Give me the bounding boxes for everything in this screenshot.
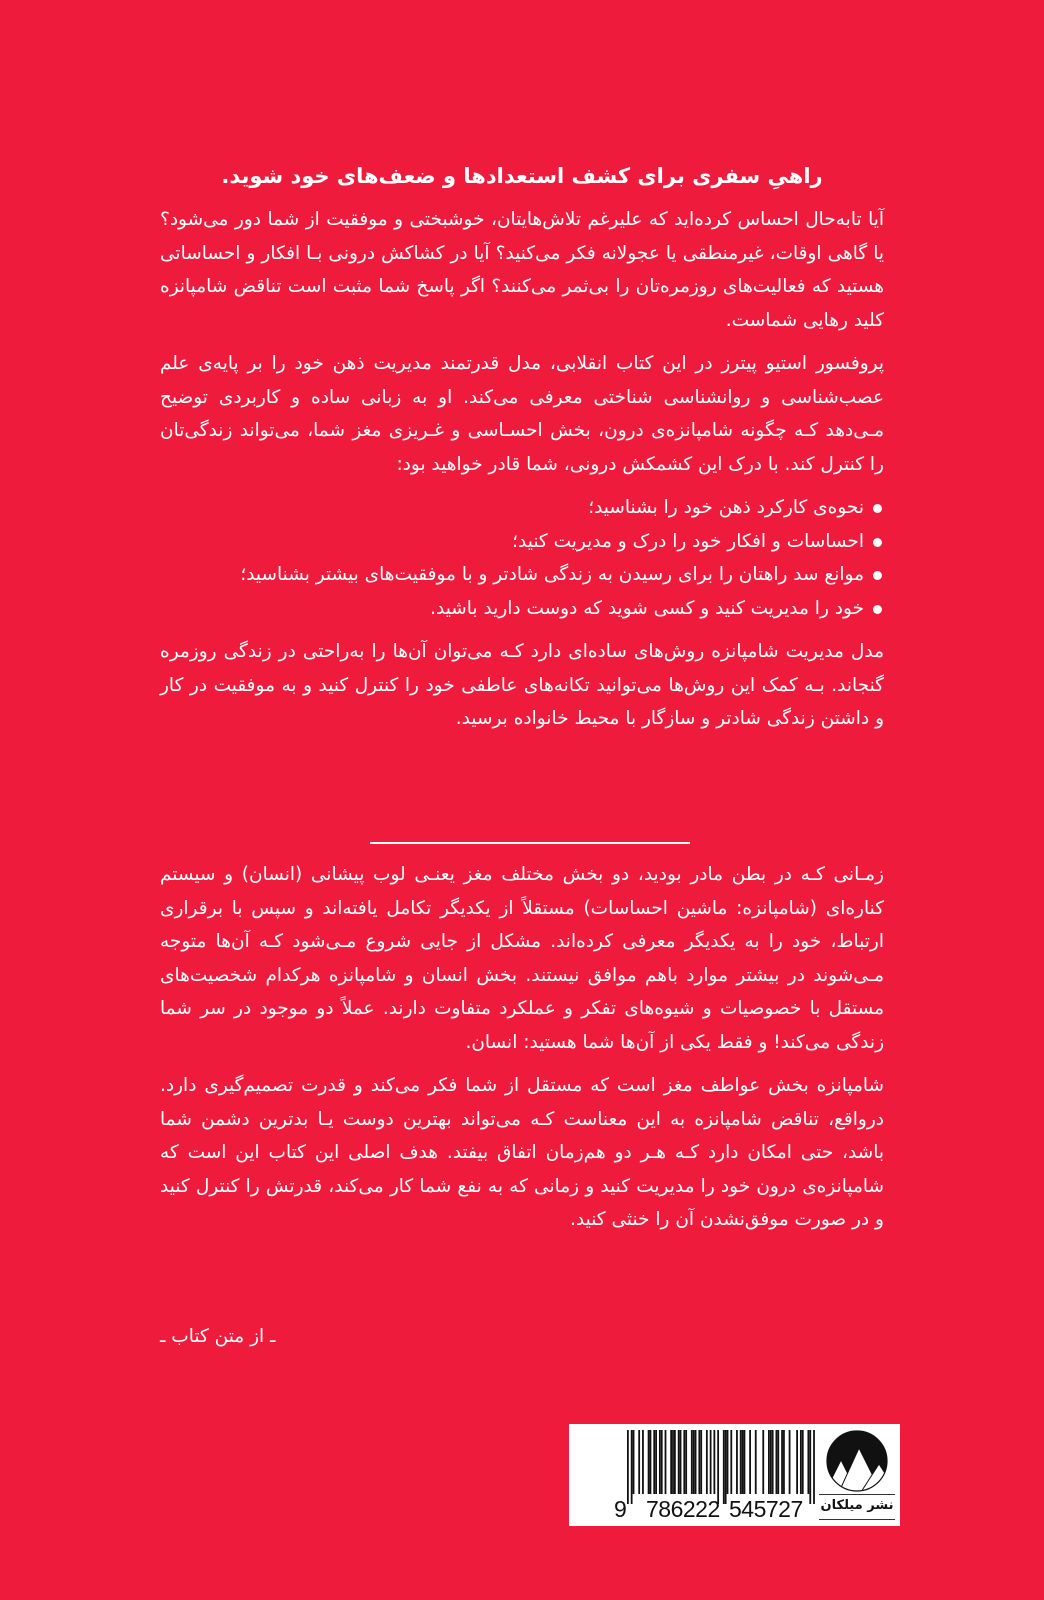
barcode-bar bbox=[655, 1430, 657, 1494]
barcode-bar bbox=[700, 1430, 702, 1494]
barcode-bar bbox=[627, 1430, 629, 1504]
barcode-bar bbox=[683, 1430, 685, 1494]
isbn-barcode-box bbox=[569, 1424, 900, 1526]
barcode-bar bbox=[706, 1430, 708, 1494]
headline: راهیِ سفری برای کشف استعدادها و ضعف‌های خود شوید. bbox=[221, 164, 823, 188]
barcode-bar bbox=[670, 1430, 672, 1494]
barcode-bar bbox=[691, 1430, 693, 1494]
barcode-bar bbox=[770, 1430, 772, 1494]
bullet-icon bbox=[873, 605, 882, 614]
barcode-bar bbox=[633, 1430, 635, 1494]
list-item bbox=[160, 592, 884, 626]
intro-paragraph: آیا تابه‌حال احساس کرده‌اید که علیرغم تلاش‌هایتان، خوشبختی و موفقیت از شما دور می‌شود؟ یا گاهی اوقات، غیرمنطقی یا عجولانه فکر می‌کنید؟ آیا در کشاکش درونی بـا افکار و احساساتی هستید که فعالیت‌های روزمره‌تان را بی‌ثمر می‌کنند؟ اگر پاسخ شما مثبت است تناقض شامپانزه کلید رهایی شماست. bbox=[160, 209, 884, 331]
bullet-icon bbox=[873, 571, 882, 580]
barcode-bar bbox=[672, 1430, 674, 1494]
bullet-icon bbox=[873, 504, 882, 513]
barcode-bar bbox=[638, 1430, 640, 1494]
barcode-bar bbox=[755, 1430, 757, 1494]
barcode-bar bbox=[742, 1430, 744, 1494]
barcode-bar bbox=[642, 1430, 644, 1494]
list-item-text: خود را مدیریت کنید و کسی شوید که دوست دارید باشید. bbox=[430, 597, 864, 619]
barcode-bar bbox=[772, 1430, 774, 1494]
barcode-bar bbox=[698, 1430, 700, 1494]
barcode-bar bbox=[781, 1430, 783, 1494]
barcode-bar bbox=[674, 1430, 676, 1494]
barcode-bar bbox=[717, 1430, 719, 1504]
barcode-bar bbox=[727, 1430, 729, 1494]
barcode-bar bbox=[650, 1430, 652, 1494]
barcode-bar bbox=[802, 1430, 804, 1494]
barcode-bar bbox=[710, 1430, 712, 1494]
section-1 bbox=[160, 203, 884, 746]
barcode-bar bbox=[807, 1430, 809, 1494]
barcode-bar bbox=[680, 1430, 682, 1494]
isbn-group-1: 786222 bbox=[646, 1496, 720, 1522]
list-item bbox=[160, 525, 884, 559]
mountains-circle-icon bbox=[821, 1430, 893, 1492]
list-item bbox=[160, 491, 884, 525]
method-paragraph: مدل مدیریت شامپانزه روش‌های ساده‌ای دارد کـه می‌توان آن‌ها را به‌راحتی در زندگی روزمره گنجاند. بـه کمک این روش‌ها می‌توانید تکانه‌های عاطفی خود را کنترل کنید و به موفقیت در کار و داشتن زندگی شادتر و سازگار با محیط خانواده برسید. bbox=[160, 641, 884, 729]
excerpt-paragraph-2: شامپانزه بخش عواطف مغز است که مستقل از شما فکر می‌کند و قدرت تصمیم‌گیری دارد. درواقع، تناقض شامپانزه به این معناست کـه می‌تواند بهترین دوست یـا بدترین دشمن شما باشد، حتی امکان دارد کـه هـر دو هم‌زمان اتفاق بیفتد. هدف اصلی این کتاب این است که شامپانزه‌ی درون خود را مدیریت کنید و زمانی که به نفع شما کار می‌کند، قدرتش را کنترل کنید و در صورت موفق‌نشدن آن را خنثی کنید. bbox=[160, 1075, 884, 1230]
barcode-bar bbox=[777, 1430, 779, 1494]
barcode-bar bbox=[653, 1430, 655, 1494]
barcode-bar bbox=[713, 1430, 715, 1494]
excerpt-paragraph-1: زمـانی کـه در بطن مادر بودید، دو بخش مختلف مغز یعنـی لوب پیشانی (انسان) و سیستم کناره‌ای (شامپانزه: ماشین احساسات) مستقلاً از یکدیگر تکامل یافته‌اند و سپس با برقراری ارتباط، خود را به یکدیگر معرفی کرده‌اند. مشکل از جایی شروع مـی‌شود کـه آن‌ها متوجه مـی‌شوند در بیشتر موارد باهم موافق نیستند. بخش انسان و شامپانزه هرکدام شخصیت‌های مستقل با خصوصیات و شیوه‌های تفکر و عملکرد متفاوت دارند. عملاً دو موجود در سر شما زندگی می‌کند! و فقط یکی از آن‌ها شما هستید: انسان. bbox=[160, 864, 884, 1053]
barcode-bar bbox=[762, 1430, 764, 1494]
barcode-bar bbox=[659, 1430, 661, 1494]
barcode-bar bbox=[749, 1430, 751, 1494]
barcode-bar bbox=[789, 1430, 791, 1494]
barcode-bar bbox=[661, 1430, 663, 1494]
section-2 bbox=[160, 858, 884, 1247]
benefits-list bbox=[160, 491, 884, 625]
barcode-bar bbox=[800, 1430, 802, 1494]
barcode-bar bbox=[776, 1430, 778, 1494]
list-item-text: نحوه‌ی کارکرد ذهن خود را بشناسید؛ bbox=[588, 497, 864, 518]
bullet-icon bbox=[873, 538, 882, 547]
barcode-bar bbox=[768, 1430, 770, 1494]
barcode-bar bbox=[796, 1430, 798, 1494]
barcode bbox=[627, 1430, 815, 1504]
barcode-bar bbox=[744, 1430, 746, 1494]
barcode-bar bbox=[783, 1430, 785, 1494]
barcode-bar bbox=[730, 1430, 732, 1494]
barcode-bar bbox=[648, 1430, 650, 1494]
barcode-bar bbox=[665, 1430, 667, 1494]
barcode-bar bbox=[695, 1430, 697, 1494]
list-item-text: موانع سد راهتان را برای رسیدن به زندگی شادتر و با موفقیت‌های بیشتر بشناسید؛ bbox=[240, 564, 864, 585]
isbn-lead-digit: 9 bbox=[614, 1496, 627, 1522]
barcode-bar bbox=[678, 1430, 680, 1494]
barcode-bar bbox=[809, 1430, 811, 1504]
barcode-bar bbox=[631, 1430, 633, 1504]
barcode-bar bbox=[723, 1430, 725, 1504]
excerpt-source: ـ از متن کتاب ـ bbox=[160, 1326, 276, 1347]
publisher-name: نشر میلکان bbox=[819, 1494, 895, 1520]
barcode-bar bbox=[736, 1430, 738, 1494]
barcode-bar bbox=[685, 1430, 687, 1494]
author-paragraph: پروفسور استیو پیترز در این کتاب انقلابی، مدل قدرتمند مدیریت ذهن خود را بر پایه‌ی علم عصب‌شناسی و روانشناسی شناختی معرفی می‌کند. او به زبانی ساده و کاربردی توضیح مـی‌دهد کـه چگونه شامپانزه‌ی درون، بخش احسـاسی و غـریزی مغز شما، می‌تواند زندگی‌تان را کنترل کند. با درک این کشمکش درونی، شما قادر خواهید بود: bbox=[160, 353, 884, 475]
list-item-text: احساسات و افکار خود را درک و مدیریت کنید؛ bbox=[512, 530, 864, 552]
barcode-bar bbox=[813, 1430, 815, 1504]
barcode-bar bbox=[740, 1430, 742, 1494]
barcode-bar bbox=[693, 1430, 695, 1494]
barcode-bar bbox=[725, 1430, 727, 1504]
list-item bbox=[160, 558, 884, 592]
section-divider bbox=[370, 842, 690, 844]
isbn-group-2: 545727 bbox=[729, 1496, 803, 1522]
